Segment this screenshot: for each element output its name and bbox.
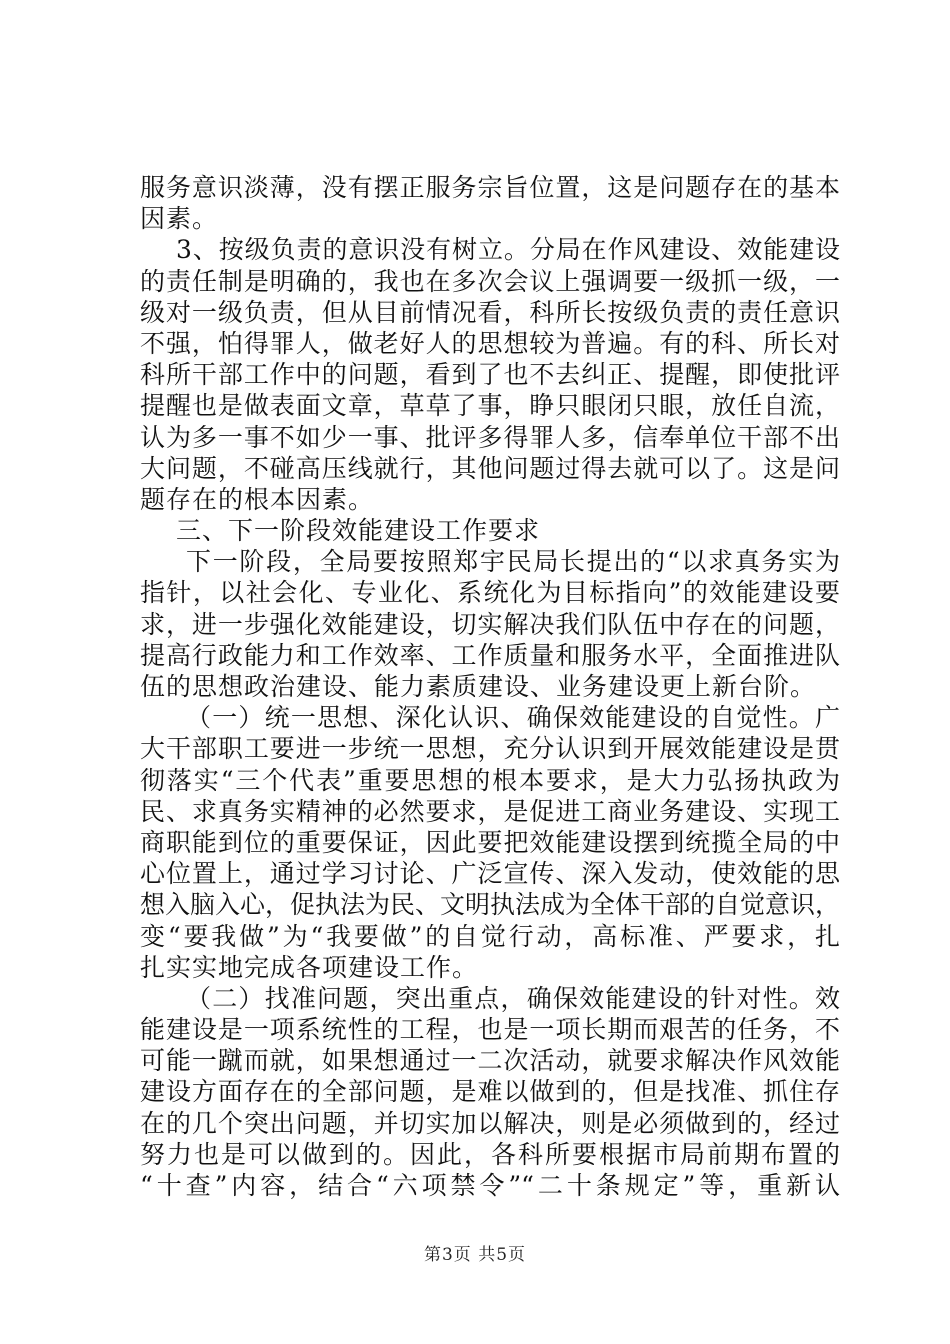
text-line: 下一阶段，全局要按照郑宇民局长提出的“以求真务实为: [186, 547, 840, 577]
text-line: （二）找准问题，突出重点，确保效能建设的针对性。效: [186, 983, 840, 1013]
text-line: 民、求真务实精神的必然要求，是促进工商业务建设、实现工: [140, 796, 840, 826]
text-line: 建设方面存在的全部问题，是难以做到的，但是找准、抓住存: [140, 1077, 840, 1107]
text-line: 提醒也是做表面文章，草草了事，睁只眼闭只眼，放任自流，: [140, 391, 840, 421]
text-line: 求，进一步强化效能建设，切实解决我们队伍中存在的问题，: [140, 609, 840, 639]
section-heading: 三、下一阶段效能建设工作要求: [176, 516, 541, 546]
text-line: 题存在的根本因素。: [140, 484, 375, 514]
text-line: 指针，以社会化、专业化、系统化为目标指向”的效能建设要: [140, 578, 840, 608]
text-line: 努力也是可以做到的。因此，各科所要根据市局前期布置的: [140, 1139, 840, 1169]
text-line: 扎实实地完成各项建设工作。: [140, 952, 479, 982]
text-line: 的责任制是明确的，我也在多次会议上强调要一级抓一级，一: [140, 266, 840, 296]
text-line: 想入脑入心，促执法为民、文明执法成为全体干部的自觉意识，: [140, 890, 841, 920]
text-line: 科所干部工作中的问题，看到了也不去纠正、提醒，即使批评: [140, 360, 840, 390]
text-line: 心位置上，通过学习讨论、广泛宣传、深入发动，使效能的思: [140, 859, 840, 889]
text-line: 伍的思想政治建设、能力素质建设、业务建设更上新台阶。: [140, 672, 817, 701]
text-line: “十查”内容，结合“六项禁令”“二十条规定”等，重新认: [140, 1171, 840, 1200]
document-body: [140, 172, 840, 1201]
text-line: 大干部职工要进一步统一思想，充分认识到开展效能建设是贯: [140, 734, 840, 764]
text-line: 服务意识淡薄，没有摆正服务宗旨位置，这是问题存在的基本: [140, 173, 840, 202]
text-line: 因素。: [140, 204, 219, 234]
text-line: 提高行政能力和工作效率、工作质量和服务水平，全面推进队: [140, 640, 840, 670]
page-number-footer: 第3页 共5页: [423, 1245, 527, 1265]
text-line: 级对一级负责，但从目前情况看，科所长按级负责的责任意识: [140, 297, 840, 327]
text-line: 认为多一事不如少一事、批评多得罪人多，信奉单位干部不出: [140, 422, 840, 452]
text-line: 大问题，不碰高压线就行，其他问题过得去就可以了。这是问: [140, 453, 840, 483]
text-line: 3、按级负责的意识没有树立。分局在作风建设、效能建设: [176, 235, 840, 265]
text-line: 能建设是一项系统性的工程，也是一项长期而艰苦的任务，不: [140, 1015, 840, 1045]
text-line: （一）统一思想、深化认识、确保效能建设的自觉性。广: [186, 703, 840, 733]
text-line: 彻落实“三个代表”重要思想的根本要求，是大力弘扬执政为: [140, 765, 840, 795]
text-line: 在的几个突出问题，并切实加以解决，则是必须做到的，经过: [140, 1108, 840, 1138]
text-line: 可能一蹴而就，如果想通过一二次活动，就要求解决作风效能: [140, 1046, 840, 1076]
text-line: 变“要我做”为“我要做”的自觉行动，高标准、严要求，扎: [140, 921, 840, 951]
text-line: 不强，怕得罪人，做老好人的思想较为普遍。有的科、所长对: [140, 328, 840, 358]
text-line: 商职能到位的重要保证，因此要把效能建设摆到统揽全局的中: [140, 827, 840, 857]
